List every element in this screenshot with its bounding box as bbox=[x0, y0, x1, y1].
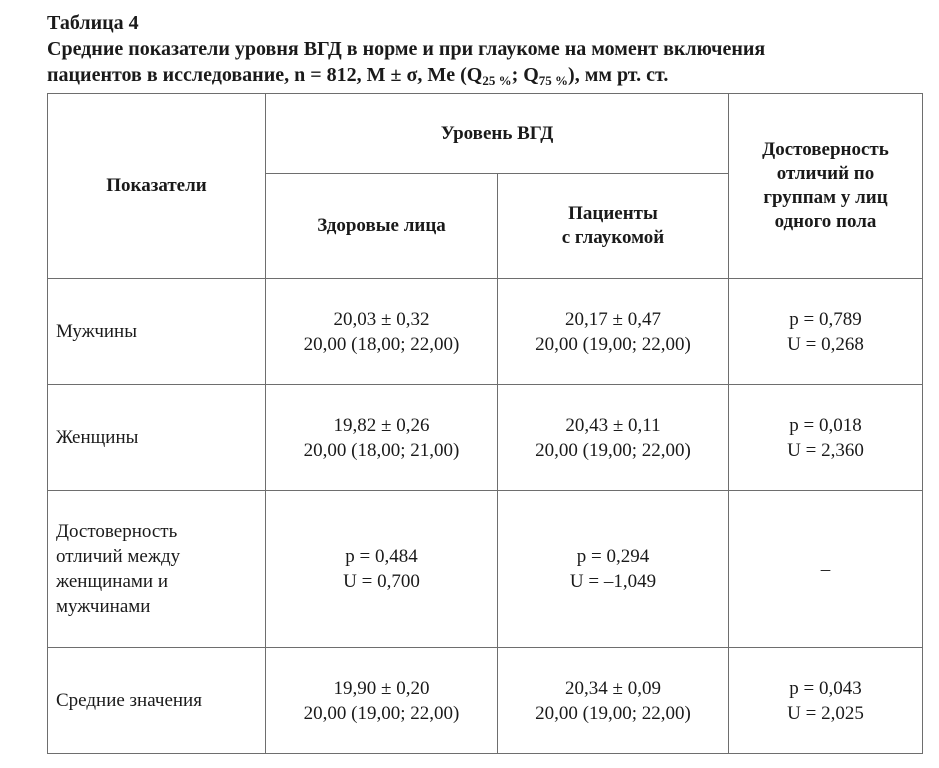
row-label: Женщины bbox=[48, 385, 266, 491]
row-label: Мужчины bbox=[48, 279, 266, 385]
header-healthy: Здоровые лица bbox=[266, 174, 498, 279]
header-iop-level: Уровень ВГД bbox=[266, 94, 729, 174]
cell-healthy bbox=[266, 648, 498, 754]
cell-value: 20,03 ± 0,32 bbox=[333, 308, 430, 330]
cell-patients bbox=[498, 648, 729, 754]
cell-patients bbox=[498, 279, 729, 385]
cell-healthy bbox=[266, 279, 498, 385]
cell-value: p = 0,043 bbox=[789, 677, 862, 699]
cell-significance bbox=[729, 491, 923, 648]
cell-value: U = 2,025 bbox=[787, 702, 864, 724]
row-label: Достоверность отличий между женщинами и мужчинами bbox=[48, 491, 266, 648]
table-number: Таблица 4 bbox=[47, 12, 139, 34]
table-caption bbox=[47, 10, 927, 88]
table-title-line-2: пациентов в исследование, n = 812, M ± σ, Me ($Q_{25 \%}$; $Q_{75 \%}$), мм рт. ст. bbox=[47, 64, 669, 88]
cell-value: 20,00 (19,00; 22,00) bbox=[535, 333, 691, 355]
cell-value: p = 0,484 bbox=[345, 546, 418, 567]
cell-healthy bbox=[266, 385, 498, 491]
cell-value: 20,00 (19,00; 22,00) bbox=[535, 439, 691, 461]
cell-healthy bbox=[266, 491, 498, 648]
cell-patients bbox=[498, 385, 729, 491]
header-glaucoma-patients: Пациенты с глаукомой bbox=[498, 174, 729, 279]
cell-significance bbox=[729, 385, 923, 491]
cell-value: 19,90 ± 0,20 bbox=[333, 677, 430, 699]
header-indicators: Показатели bbox=[48, 94, 266, 279]
cell-value: 20,00 (19,00; 22,00) bbox=[303, 702, 460, 724]
cell-value: 20,43 ± 0,11 bbox=[565, 414, 661, 436]
cell-value: 20,17 ± 0,47 bbox=[565, 308, 661, 330]
cell-value: 20,34 ± 0,09 bbox=[565, 677, 661, 699]
cell-value: 19,82 ± 0,26 bbox=[333, 414, 430, 436]
cell-significance bbox=[729, 648, 923, 754]
table-row-sex-difference bbox=[48, 491, 923, 648]
table-title-line-1: Средние показатели уровня ВГД в норме и при глаукоме на момент включения bbox=[47, 38, 766, 60]
cell-significance bbox=[729, 279, 923, 385]
iop-table bbox=[47, 93, 923, 754]
cell-value: U = 0,700 bbox=[343, 571, 420, 592]
cell-value: 20,00 (18,00; 22,00) bbox=[303, 333, 460, 355]
cell-patients bbox=[498, 491, 729, 648]
cell-value: p = 0,018 bbox=[789, 414, 862, 436]
table-row-men bbox=[48, 279, 923, 385]
header-significance-by-sex: Достоверность отличий по группам у лиц одного пола bbox=[729, 94, 923, 279]
cell-value: p = 0,294 bbox=[576, 546, 650, 567]
row-label: Средние значения bbox=[48, 648, 266, 754]
cell-value: U = 2,360 bbox=[787, 439, 864, 461]
table-row-women bbox=[48, 385, 923, 491]
cell-value: 20,00 (18,00; 21,00) bbox=[303, 439, 460, 461]
cell-value: U = 0,268 bbox=[787, 333, 864, 355]
table-row-mean-values bbox=[48, 648, 923, 754]
cell-value: p = 0,789 bbox=[789, 308, 862, 330]
cell-value: 20,00 (19,00; 22,00) bbox=[535, 702, 691, 724]
cell-value: – bbox=[820, 558, 831, 580]
cell-value: U = –1,049 bbox=[569, 571, 657, 592]
